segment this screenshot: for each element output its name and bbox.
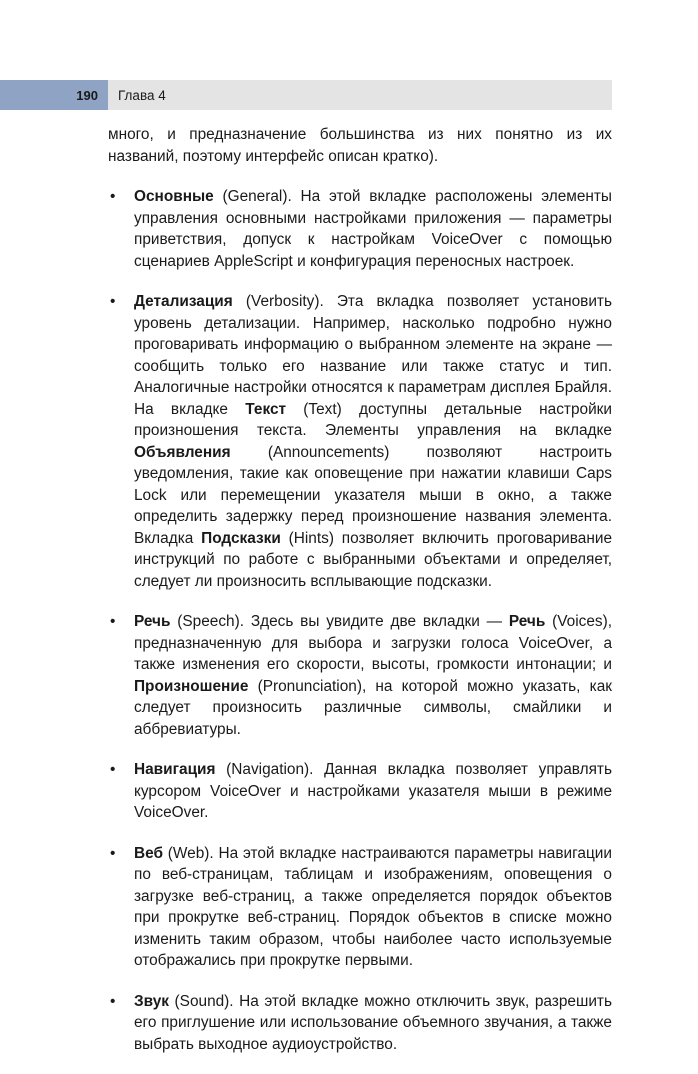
- running-header: [0, 80, 612, 110]
- list-item: [108, 759, 612, 824]
- text-run: (Voices), предназначенную для выбора и загрузки голоса VoiceOver, а также изменения его скорости, высоты, громкости интонации; и: [134, 613, 612, 673]
- list-item-text: [134, 613, 612, 738]
- term-bold: Речь: [508, 613, 546, 630]
- bullet-icon: •: [110, 761, 116, 778]
- text-run: (General). На этой вкладке расположены элементы управления основными настройками приложения — параметры приветствия, допуск к настройкам VoiceOver с помощью сценариев AppleScript и конфигурация переносных настроек.: [134, 188, 612, 270]
- list-item-text: [134, 845, 612, 970]
- list-item-text: [134, 293, 612, 590]
- term-bold: Подсказки: [201, 529, 281, 547]
- list-item: [108, 991, 612, 1056]
- intro-paragraph: много, и предназначение большинства из них понятно из их названий, поэтому интерфейс описан кратко).: [108, 126, 612, 165]
- list-item: [108, 843, 612, 972]
- bullet-icon: •: [110, 992, 116, 1010]
- text-run: (Speech). Здесь вы увидите две вкладки —: [170, 613, 509, 630]
- term-bold: Детализация: [134, 293, 233, 310]
- term-bold: Веб: [134, 844, 163, 862]
- text-run: (Navigation). Данная вкладка позволяет управлять курсором VoiceOver и настройками указателя мыши в режиме VoiceOver.: [134, 761, 612, 821]
- term-bold: Навигация: [134, 761, 216, 778]
- list-item: [108, 291, 612, 592]
- text-run: (Hints) позволяет включить проговаривание инструкций по работе с выбранными объектами и определяет, следует ли произносить всплывающие подсказки.: [134, 529, 612, 590]
- term-bold: Текст: [245, 400, 287, 418]
- list-item: [108, 611, 612, 740]
- term-bold: Основные: [134, 188, 214, 205]
- list-item-text: [134, 188, 612, 270]
- page-number: 190: [0, 80, 108, 110]
- list-item-text: [134, 761, 612, 821]
- term-bold: Звук: [134, 992, 169, 1010]
- term-bold: Произношение: [134, 677, 249, 695]
- bullet-icon: •: [110, 188, 116, 205]
- list-item: [108, 186, 612, 272]
- page-body: [108, 124, 612, 1074]
- term-bold: Объявления: [134, 443, 231, 461]
- bullet-icon: •: [110, 613, 116, 630]
- settings-tab-list: [108, 186, 612, 1055]
- text-run: (Verbosity). Эта вкладка позволяет установить уровень детализации. Например, насколько подробно нужно проговаривать информацию о выбранном элементе на экране — сообщить только его название или также статус и тип. Аналогичные настройки относятся к параметрам дисплея Брайля. На вкладке: [134, 293, 612, 418]
- text-run: (Pronunciation), на которой можно указать, как следует произносить различные символы, смайлики и аббревиатуры.: [134, 677, 612, 738]
- text-run: (Sound). На этой вкладке можно отключить звук, разрешить его приглушение или использование объемного звучания, а также выбрать выходное аудиоустройство.: [134, 992, 612, 1053]
- bullet-icon: •: [110, 293, 116, 310]
- chapter-title: Глава 4: [108, 80, 612, 110]
- text-run: (Announcements) позволяют настроить уведомления, такие как оповещение при нажатии клавиши Caps Lock или перемещении указателя мыши в окно, а также определить задержку перед произношение названия элемента. Вкладка: [134, 443, 612, 547]
- bullet-icon: •: [110, 844, 116, 862]
- text-run: (Web). На этой вкладке настраиваются параметры навигации по веб-страницам, таблицам и изображениям, оповещения о загрузке веб-страниц, а также определяется порядок объектов при прокрутке веб-страниц. Порядок объектов в списке можно изменить таким образом, чтобы наиболее часто используемые отображались при прокрутке первыми.: [134, 844, 612, 969]
- list-item-text: [134, 993, 612, 1053]
- term-bold: Речь: [134, 613, 171, 630]
- text-run: (Text) доступны детальные настройки произношения текста. Элементы управления на вкладке: [134, 400, 613, 439]
